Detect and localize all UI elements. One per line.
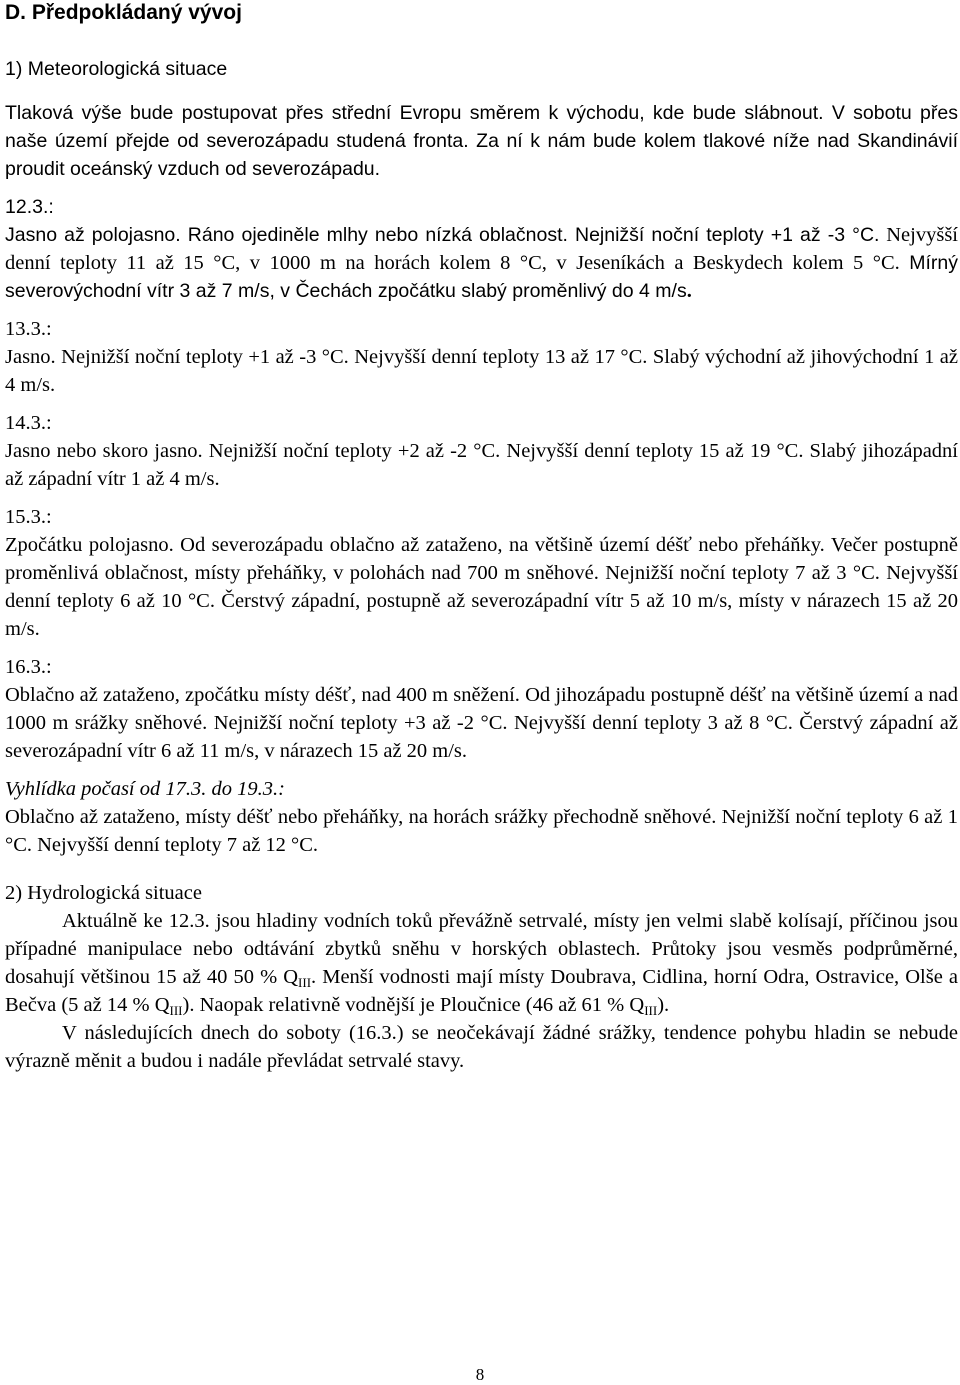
section-title: D. Předpokládaný vývoj [5,1,242,24]
hydro-text-part: . Menší vodnosti mají místy Doubrava, Cidlina, horní Odra, Ostravice, Olše a Bečva (5 až 14 % Q [5,966,958,1016]
hydro-subscript: III [298,975,312,990]
hydro-text-part: ). Naopak relativně vodnější je Ploučnice (46 až 61 % Q [182,994,645,1016]
forecast-day [5,193,958,305]
outlook [5,775,958,859]
forecast-text: Zpočátku polojasno. Od severozápadu oblačno až zataženo, na většině území déšť nebo přeháňky. Večer postupně proměnlivá oblačnost, místy přeháňky, v polohách nad 700 m sněhové. Nejnižší noční teploty 7 až 3 °C. Nejvyšší denní teploty 6 až 10 °C. Čerstvý západní, postupně až severozápadní vítr 5 až 10 m/s, místy v nárazech 15 až 20 m/s. [5,534,958,640]
forecast-text-part: Jasno až polojasno. Ráno ojediněle mlhy nebo nízká oblačnost. Nejnižší noční teploty +1 až -3 °C. [5,224,880,246]
meteo-intro: Tlaková výše bude postupovat přes střední Evropu směrem k východu, kde bude slábnout. V sobotu přes naše území přejde od severozápadu studená fronta. Za ní k nám bude kolem tlakové níže nad Skandinávií proudit oceánský vzduch od severozápadu. [5,102,958,180]
forecast-text-part: Nejvyšší denní teploty 11 až 15 °C, v 1000 m na horách kolem 8 °C, v Jeseníkách a Beskydech kolem 5 °C. [5,224,958,274]
forecast-text-part: . [686,280,692,302]
forecast-text: Oblačno až zataženo, zpočátku místy déšť, nad 400 m sněžení. Od jihozápadu postupně déšť na většině území a nad 1000 m srážky sněhové. Nejnižší noční teploty +3 až -2 °C. Nejvyšší denní teploty 3 až 8 °C. Čerstvý západní až severozápadní vítr 6 až 11 m/s, v nárazech 15 až 20 m/s. [5,684,958,762]
hydro-paragraph [5,907,958,1019]
forecast-text: Jasno nebo skoro jasno. Nejnižší noční teploty +2 až -2 °C. Nejvyšší denní teploty 15 až 19 °C. Slabý jihozápadní až západní vítr 1 až 4 m/s. [5,440,958,490]
outlook-heading: Vyhlídka počasí od 17.3. do 19.3.: [5,778,285,800]
hydro-paragraph: V následujících dnech do soboty (16.3.) se neočekávají žádné srážky, tendence pohybu hladin se nebude výrazně měnit a budou i nadále převládat setrvalé stavy. [5,1022,958,1072]
forecast-date: 13.3.: [5,318,52,340]
forecast-date: 16.3.: [5,656,52,678]
forecast-day [5,653,958,765]
outlook-text: Oblačno až zataženo, místy déšť nebo přeháňky, na horách srážky přechodně sněhové. Nejnižší noční teploty 6 až 1 °C. Nejvyšší denní teploty 7 až 12 °C. [5,806,958,856]
forecast-day [5,503,958,643]
hydro-heading: 2) Hydrologická situace [5,882,202,904]
forecast-date: 15.3.: [5,506,52,528]
hydro-text-part: ). [657,994,670,1016]
forecast-day [5,409,958,493]
forecast-text: Jasno. Nejnižší noční teploty +1 až -3 °C. Nejvyšší denní teploty 13 až 17 °C. Slabý východní až jihovýchodní 1 až 4 m/s. [5,346,958,396]
hydro-subscript: III [169,1003,183,1018]
forecast-date: 12.3.: [5,196,54,218]
hydro-subscript: III [644,1003,658,1018]
forecast-day [5,315,958,399]
hydro-text-part: Aktuálně ke 12.3. jsou hladiny vodních toků převážně setrvalé, místy jen velmi slabě kolísají, příčinou jsou případné manipulace nebo odtávání zbytků sněhu v horských oblastech. Průtoky jsou vesměs podprůměrné, dosahují většinou 15 až 40 50 % Q [5,910,958,988]
page-number: 8 [475,1365,485,1384]
meteo-heading: 1) Meteorologická situace [5,58,228,80]
document-page [5,0,958,1075]
forecast-date: 14.3.: [5,412,52,434]
forecast-text [5,221,958,305]
forecast-text-part: Mírný severovýchodní vítr 3 až 7 m/s, v Čechách zpočátku slabý proměnlivý do 4 m/s [5,252,958,302]
hydro-section [5,879,958,1075]
